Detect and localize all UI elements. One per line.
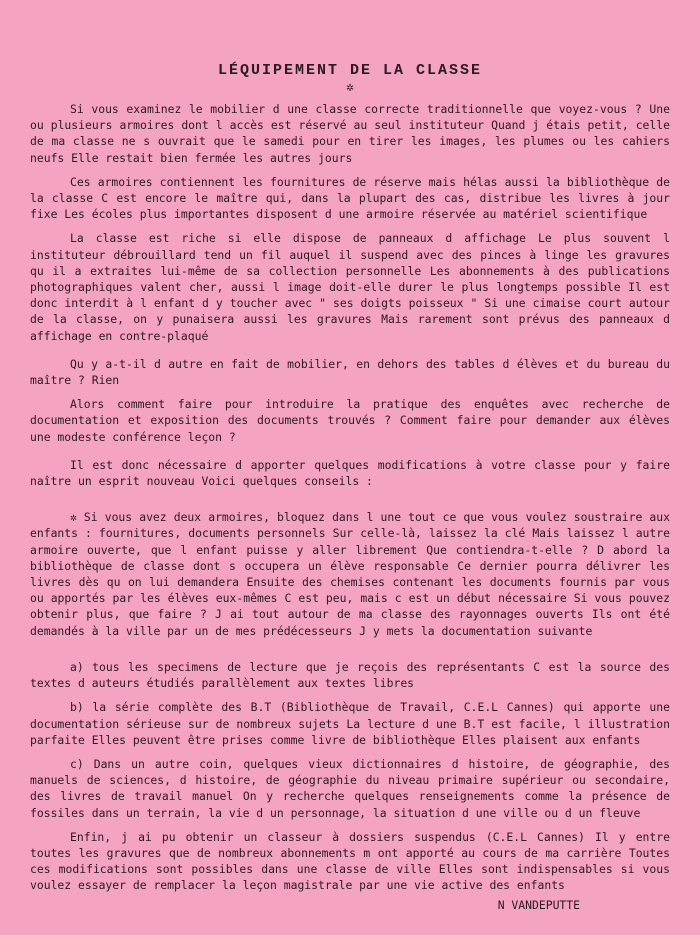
page-title: LÉQUIPEMENT DE LA CLASSE (217, 62, 483, 79)
paragraph-3: La classe est riche si elle dispose de panneaux d affichage Le plus souvent l instituteur débrouillard tend un fil auquel il suspend avec des pinces à linge les gravures qu il a extraites lui-même de sa collection personnelle Les abonnements à des publications photographiques valent cher, aussi l image doit-elle durer le plus longtemps possible Il est donc interdit à l enfant d y toucher avec " ses doigts poisseux " Si une cimaise court autour de la classe, on y punaisera aussi les gravures Mais rarement sont prévus des panneaux d affichage en contre-plaqué (30, 231, 670, 343)
paragraph-4: Qu y a-t-il d autre en fait de mobilier, en dehors des tables d élèves et du bureau du maître ? Rien (30, 356, 670, 388)
author-signature: N VANDEPUTTE (497, 897, 580, 912)
paragraph-c: c) Dans un autre coin, quelques vieux dictionnaires d histoire, de géographie, des manuels de sciences, d histoire, de géographie du niveau primaire supérieur ou secondaire, des livres de travail manuel On y recherche quelques renseignements comme la présence de fossiles dans un terrain, la vie d un personnage, la situation d une ville ou d un fleuve (30, 756, 670, 820)
star-ornament-icon: ✲ (346, 80, 354, 95)
paragraph-6: Il est donc nécessaire d apporter quelques modifications à votre classe pour y faire naître un esprit nouveau Voici quelques conseils : (30, 457, 670, 489)
paragraph-2: Ces armoires contiennent les fournitures de réserve mais hélas aussi la bibliothèque de la classe C est encore le maître qui, dans la plupart des cas, distribue les livres à jour fixe Les écoles plus importantes disposent d une armoire réservée au matériel scientifique (30, 174, 670, 222)
paragraph-a: a) tous les specimens de lecture que je reçois des représentants C est la source des textes d auteurs étudiés parallèlement aux textes libres (30, 659, 670, 691)
paragraph-final: Enfin, j ai pu obtenir un classeur à dossiers suspendus (C.E.L Cannes) Il y entre toutes les gravures que de nombreux abonnements m ont apporté au cours de ma carrière Toutes ces modifications sont possibles dans une classe de ville Elles sont indispensables si vous voulez essayer de remplacer la leçon magistrale par une vie active des enfants (30, 829, 670, 893)
paragraph-1: Si vous examinez le mobilier d une classe correcte traditionnelle que voyez-vous ? Une ou plusieurs armoires dont l accès est réservé au seul instituteur Quand j étais petit, celle de ma classe ne s ouvrait que le samedi pour en tirer les images, les plumes ou les cahiers neufs Elle restait bien fermée les autres jours (30, 102, 670, 165)
paragraph-b: b) la série complète des B.T (Bibliothèque de Travail, C.E.L Cannes) qui apporte une documentation sérieuse sur de nombreux sujets La lecture d une B.T est facile, l illustration parfaite Elles peuvent être prises comme livre de bibliothèque Elles plaisent aux enfants (30, 700, 670, 747)
paragraph-5: Alors comment faire pour introduire la pratique des enquêtes avec recherche de documentation et exposition des documents trouvés ? Comment faire pour demander aux élèves une modeste conférence leçon ? (30, 397, 670, 444)
paragraph-7: ✲ Si vous avez deux armoires, bloquez dans l une tout ce que vous voulez soustraire aux enfants : fournitures, documents personnels Sur celle-là, laissez la clé Mais laissez l autre armoire ouverte, que l enfant puisse y aller librement Que contiendra-t-elle ? D abord la bibliothèque de classe dont s occupera un élève responsable Ce dernier pourra délivrer les livres dès qu on lui demandera Ensuite des chemises contenant les documents fournis par vous ou apportés par les élèves eux-mêmes C est peu, mais c est un début nécessaire Si vous pouvez obtenir plus, que faire ? J ai tout autour de ma classe des rayonnages ouverts Ils ont été demandés à la ville par un de mes prédécesseurs J y mets la documentation suivante (30, 510, 670, 638)
